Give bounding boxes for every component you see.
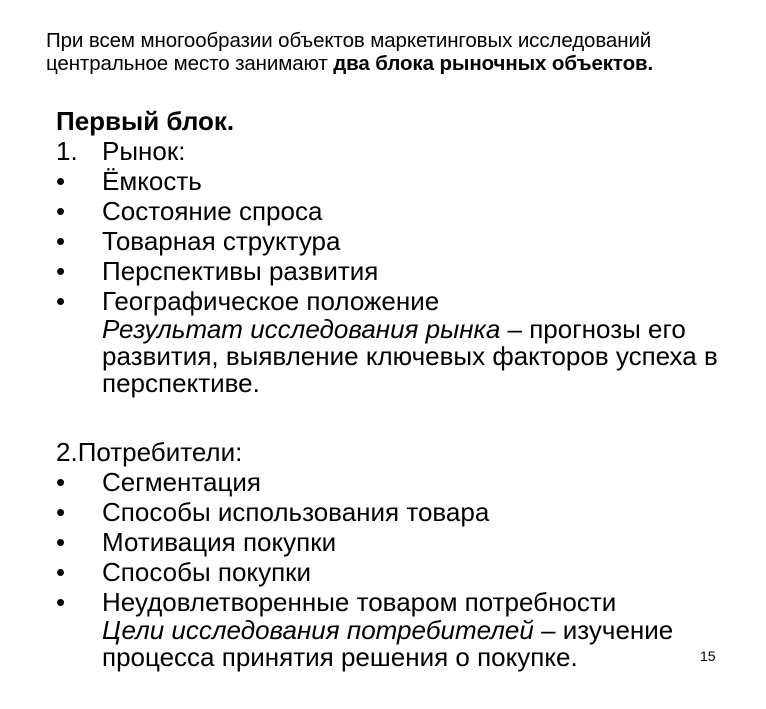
list-item — [56, 557, 746, 587]
bullet-icon: • — [56, 467, 66, 497]
bullet-icon: • — [56, 226, 66, 256]
list-item — [56, 196, 746, 226]
section-2-title-row — [56, 437, 746, 467]
bullet-icon: • — [56, 557, 66, 587]
list-item — [56, 166, 746, 196]
spacer — [56, 397, 746, 437]
bullet-icon: • — [56, 497, 66, 527]
list-item-text: Способы использования товара — [102, 497, 490, 527]
list-item — [56, 587, 746, 617]
list-item-text: Неудовлетворенные товаром потребности — [102, 587, 617, 617]
section-note — [56, 617, 746, 671]
section-number: 2. — [56, 437, 78, 467]
bullet-icon: • — [56, 196, 66, 226]
block-content — [56, 106, 746, 671]
list-item-text: Мотивация покупки — [102, 527, 337, 557]
list-item-text: Способы покупки — [102, 557, 312, 587]
list-item-text: Ёмкость — [102, 166, 202, 196]
intro-text: При всем многообразии объектов маркетинговых исследований центральное место занимают — [46, 29, 652, 75]
note-emphasis: Цели исследования потребителей — [102, 615, 534, 645]
page-number: 15 — [700, 648, 716, 664]
section-title: Потребители: — [77, 437, 243, 467]
list-item — [56, 286, 746, 316]
note-emphasis: Результат исследования рынка — [102, 314, 501, 344]
list-item-text: Состояние спроса — [102, 196, 323, 226]
bullet-icon: • — [56, 256, 66, 286]
list-item-text: Географическое положение — [102, 286, 440, 316]
block-heading: Первый блок. — [56, 106, 235, 136]
list-item — [56, 467, 746, 497]
list-item-text: Перспективы развития — [102, 256, 379, 286]
section-note — [56, 316, 746, 397]
list-item-text: Сегментация — [102, 467, 261, 497]
list-item — [56, 497, 746, 527]
section-title: Рынок: — [102, 136, 186, 166]
bullet-icon: • — [56, 286, 66, 316]
section-1-title-row — [56, 136, 746, 166]
list-item — [56, 256, 746, 286]
section-number: 1. — [56, 136, 78, 166]
note-text: – прогнозы его развития, выявление ключевых факторов успеха в перспективе. — [102, 314, 718, 398]
intro-paragraph — [46, 30, 736, 75]
bullet-icon: • — [56, 527, 66, 557]
list-item — [56, 527, 746, 557]
list-item-text: Товарная структура — [102, 226, 341, 256]
bullet-icon: • — [56, 166, 66, 196]
bullet-icon: • — [56, 587, 66, 617]
intro-emphasis: два блока рыночных объектов. — [333, 51, 654, 75]
list-item — [56, 226, 746, 256]
note-text: – изучение процесса принятия решения о покупке. — [102, 615, 674, 672]
